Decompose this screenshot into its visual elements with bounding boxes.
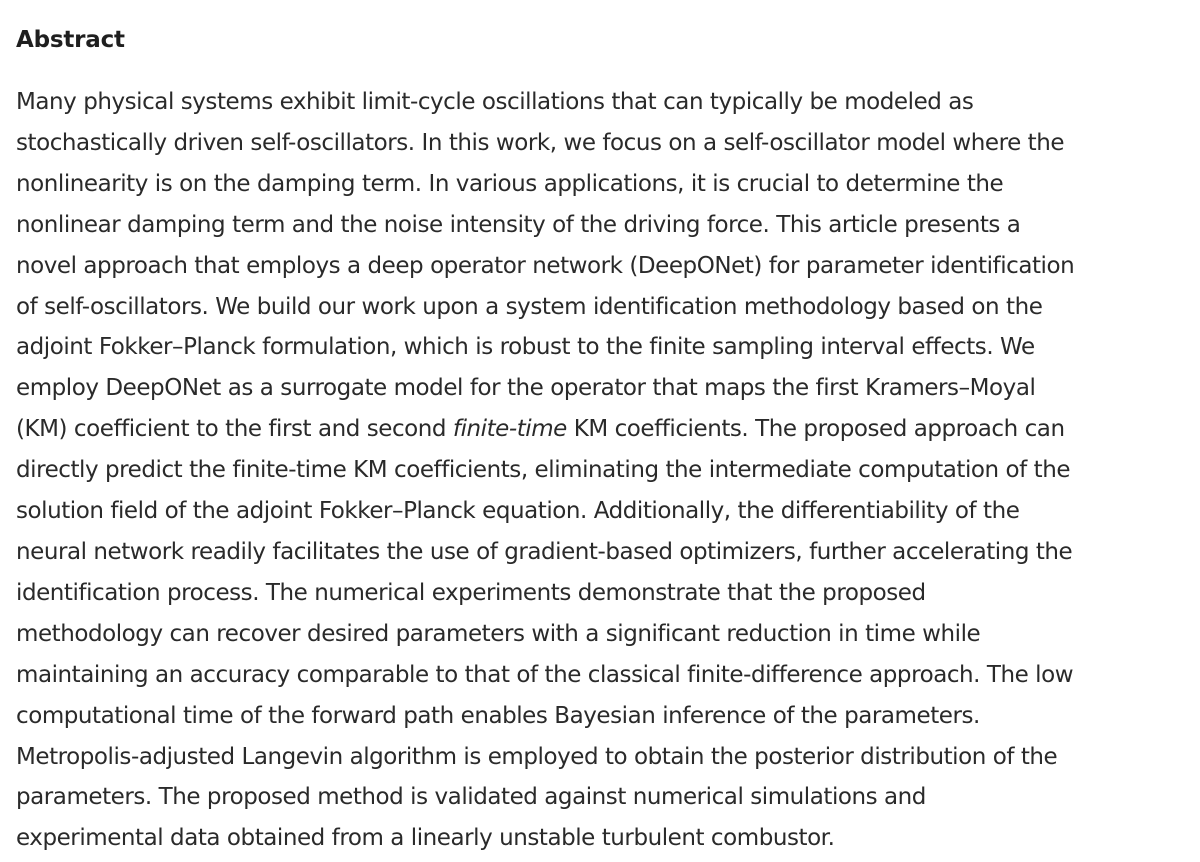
abstract-text-fragment: (KM) coefficient to the first and second [16,416,453,443]
abstract-line: methodology can recover desired parameters with a significant reduction in time while [16,620,981,647]
abstract-line: solution field of the adjoint Fokker–Planck equation. Additionally, the differentiability of the [16,498,1020,525]
abstract-line: parameters. The proposed method is validated against numerical simulations and [16,784,926,811]
abstract-line: computational time of the forward path enables Bayesian inference of the parameters. [16,702,980,729]
abstract-line: experimental data obtained from a linearly unstable turbulent combustor. [16,825,835,852]
abstract-line: directly predict the finite-time KM coefficients, eliminating the intermediate computation of the [16,457,1071,484]
abstract-text-fragment: KM coefficients. The proposed approach can [566,416,1065,443]
abstract-section [16,22,1200,859]
abstract-line: Metropolis-adjusted Langevin algorithm is employed to obtain the posterior distribution of the [16,743,1058,770]
abstract-line: identification process. The numerical experiments demonstrate that the proposed [16,579,926,606]
abstract-line: maintaining an accuracy comparable to that of the classical finite-difference approach. The low [16,661,1074,688]
abstract-line-with-emphasis [16,409,1200,450]
abstract-line: of self-oscillators. We build our work upon a system identification methodology based on the [16,293,1043,320]
abstract-line: employ DeepONet as a surrogate model for the operator that maps the first Kramers–Moyal [16,375,1036,402]
abstract-heading: Abstract [16,27,125,53]
abstract-body [16,82,1200,859]
abstract-line: Many physical systems exhibit limit-cycle oscillations that can typically be modeled as [16,89,974,115]
abstract-line: nonlinearity is on the damping term. In various applications, it is crucial to determine the [16,170,1004,197]
abstract-line: neural network readily facilitates the use of gradient-based optimizers, further accelerating the [16,538,1073,565]
abstract-line: stochastically driven self-oscillators. In this work, we focus on a self-oscillator model where the [16,129,1065,156]
abstract-line: adjoint Fokker–Planck formulation, which is robust to the finite sampling interval effects. We [16,334,1035,361]
abstract-line: novel approach that employs a deep operator network (DeepONet) for parameter identification [16,252,1075,279]
emphasized-term: finite-time [452,416,567,443]
abstract-line: nonlinear damping term and the noise intensity of the driving force. This article presents a [16,211,1021,238]
